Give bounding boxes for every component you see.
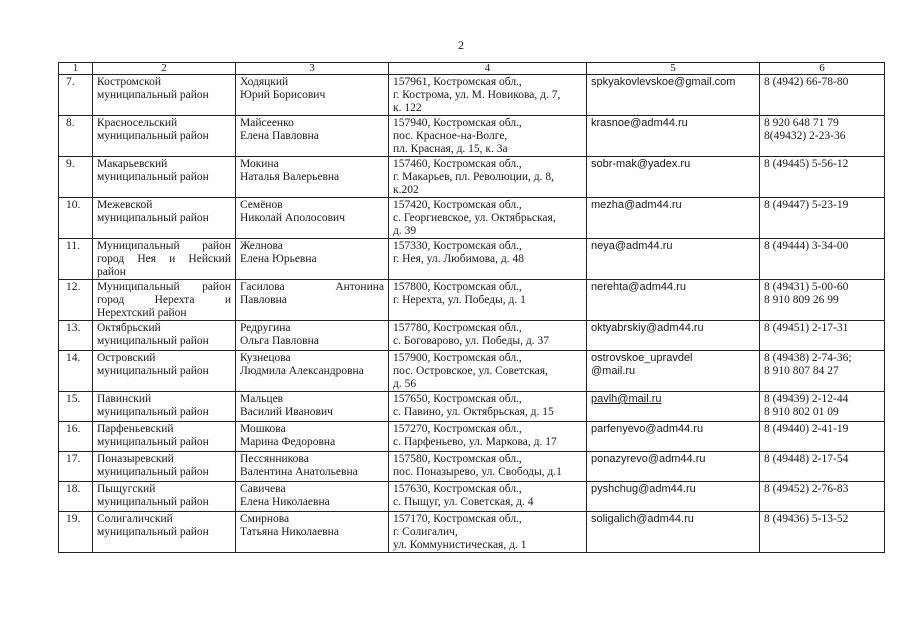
head-name-cell xyxy=(236,321,389,351)
column-number-row xyxy=(59,63,885,75)
address-line: 157580, Костромская обл., xyxy=(393,453,522,465)
row-number: 15. xyxy=(59,392,93,422)
district-cell xyxy=(93,512,236,553)
address-line: 157270, Костромская обл., xyxy=(393,423,522,435)
address-cell xyxy=(389,280,587,321)
email-line: spkyakovlevskoe@gmail.com xyxy=(591,76,736,88)
district-cell xyxy=(93,280,236,321)
head-name-cell xyxy=(236,351,389,392)
phone-cell xyxy=(760,351,885,392)
district-cell xyxy=(93,422,236,452)
district-line: Пыщугский xyxy=(97,483,156,495)
row-number: 9. xyxy=(59,157,93,198)
phone-line: 8 920 648 71 79 xyxy=(764,117,839,129)
table-row xyxy=(59,321,885,351)
email-line: @mail.ru xyxy=(591,365,636,377)
head-name-line: Василий Иванович xyxy=(240,406,333,418)
district-cell xyxy=(93,351,236,392)
email-line: mezha@adm44.ru xyxy=(591,199,682,211)
row-number: 16. xyxy=(59,422,93,452)
head-name-line: Мокина xyxy=(240,158,279,170)
district-line: муниципальный район xyxy=(97,496,209,508)
email-cell xyxy=(587,280,760,321)
table-body xyxy=(59,75,885,553)
column-header: 3 xyxy=(236,63,389,75)
column-header: 2 xyxy=(93,63,236,75)
district-cell xyxy=(93,452,236,482)
address-line: г. Нея, ул. Любимова, д. 48 xyxy=(393,253,525,265)
address-line: 157800, Костромская обл., xyxy=(393,281,522,293)
address-cell xyxy=(389,321,587,351)
phone-line: 8 (49440) 2-41-19 xyxy=(764,423,849,435)
email-line: krasnoe@adm44.ru xyxy=(591,117,688,129)
email-cell xyxy=(587,351,760,392)
address-line: с. Павино, ул. Октябрьская, д. 15 xyxy=(393,406,554,418)
address-line: д. 39 xyxy=(393,225,417,237)
head-name-line: Мошкова xyxy=(240,423,286,435)
phone-line: 8 (49438) 2-74-36; xyxy=(764,352,852,364)
phone-line: 8 (49445) 5-56-12 xyxy=(764,158,849,170)
district-line: Межевской xyxy=(97,199,153,211)
email-cell xyxy=(587,512,760,553)
email-line: neya@adm44.ru xyxy=(591,240,673,252)
district-cell xyxy=(93,392,236,422)
district-contacts-table xyxy=(58,62,885,553)
head-name-line: Семёнов xyxy=(240,199,283,211)
email-cell xyxy=(587,482,760,512)
district-line: Парфеньевский xyxy=(97,423,174,435)
address-line: 157650, Костромская обл., xyxy=(393,393,522,405)
address-line: г. Кострома, ул. М. Новикова, д. 7, xyxy=(393,89,561,101)
head-name-line: Гасилова Антонина xyxy=(240,281,384,293)
district-line: город Нерехта и xyxy=(97,294,231,306)
table-row xyxy=(59,157,885,198)
head-name-line: Николай Аполосович xyxy=(240,212,345,224)
table-row xyxy=(59,75,885,116)
address-cell xyxy=(389,482,587,512)
head-name-line: Смирнова xyxy=(240,513,290,525)
address-line: с. Парфеньево, ул. Маркова, д. 17 xyxy=(393,436,557,448)
email-cell xyxy=(587,239,760,280)
district-line: Муниципальный район xyxy=(97,240,231,252)
phone-cell xyxy=(760,280,885,321)
head-name-cell xyxy=(236,239,389,280)
head-name-cell xyxy=(236,392,389,422)
phone-cell xyxy=(760,157,885,198)
phone-cell xyxy=(760,198,885,239)
phone-cell xyxy=(760,116,885,157)
head-name-cell xyxy=(236,280,389,321)
district-line: муниципальный район xyxy=(97,89,209,101)
head-name-line: Ольга Павловна xyxy=(240,335,319,347)
district-cell xyxy=(93,321,236,351)
address-line: с. Пыщуг, ул. Советская, д. 4 xyxy=(393,496,534,508)
email-line: pyshchug@adm44.ru xyxy=(591,483,696,495)
email-line: nerehta@adm44.ru xyxy=(591,281,686,293)
head-name-cell xyxy=(236,116,389,157)
district-line: муниципальный район xyxy=(97,335,209,347)
head-name-cell xyxy=(236,198,389,239)
phone-cell xyxy=(760,321,885,351)
head-name-line: Майсеенко xyxy=(240,117,294,129)
address-cell xyxy=(389,392,587,422)
district-line: Макарьевский xyxy=(97,158,168,170)
phone-line: 8 (49447) 5-23-19 xyxy=(764,199,849,211)
district-line: муниципальный район xyxy=(97,526,209,538)
district-line: муниципальный район xyxy=(97,212,209,224)
address-cell xyxy=(389,351,587,392)
email-cell xyxy=(587,116,760,157)
email-line: soligalich@adm44.ru xyxy=(591,513,694,525)
email-line: sobr-mak@yadex.ru xyxy=(591,158,691,170)
district-line: Поназыревский xyxy=(97,453,174,465)
column-header: 1 xyxy=(59,63,93,75)
address-line: 157900, Костромская обл., xyxy=(393,352,522,364)
phone-cell xyxy=(760,422,885,452)
email-line: parfenyevo@adm44.ru xyxy=(591,423,704,435)
table-row xyxy=(59,198,885,239)
address-line: г. Макарьев, пл. Революции, д. 8, xyxy=(393,171,555,183)
head-name-line: Татьяна Николаевна xyxy=(240,526,339,538)
head-name-line: Валентина Анатольевна xyxy=(240,466,358,478)
head-name-cell xyxy=(236,482,389,512)
address-line: 157460, Костромская обл., xyxy=(393,158,522,170)
district-line: Костромской xyxy=(97,76,161,88)
table-row xyxy=(59,351,885,392)
phone-cell xyxy=(760,512,885,553)
head-name-line: Ходяцкий xyxy=(240,76,289,88)
row-number: 8. xyxy=(59,116,93,157)
address-line: г. Нерехта, ул. Победы, д. 1 xyxy=(393,294,526,306)
address-line: 157170, Костромская обл., xyxy=(393,513,522,525)
district-cell xyxy=(93,239,236,280)
email-cell xyxy=(587,198,760,239)
district-line: Павинский xyxy=(97,393,152,405)
row-number: 7. xyxy=(59,75,93,116)
head-name-line: Мальцев xyxy=(240,393,284,405)
district-line: муниципальный район xyxy=(97,171,209,183)
address-cell xyxy=(389,512,587,553)
address-cell xyxy=(389,75,587,116)
column-header: 5 xyxy=(587,63,760,75)
address-line: к.202 xyxy=(393,184,419,196)
table-row xyxy=(59,452,885,482)
phone-cell xyxy=(760,239,885,280)
email-cell xyxy=(587,422,760,452)
district-line: Солигаличский xyxy=(97,513,173,525)
table-row xyxy=(59,392,885,422)
district-cell xyxy=(93,198,236,239)
district-line: муниципальный район xyxy=(97,130,209,142)
head-name-cell xyxy=(236,452,389,482)
email-cell xyxy=(587,157,760,198)
email-line: pavlh@mail.ru xyxy=(591,393,662,405)
district-cell xyxy=(93,116,236,157)
table-row xyxy=(59,116,885,157)
address-line: 157780, Костромская обл., xyxy=(393,322,522,334)
phone-cell xyxy=(760,75,885,116)
head-name-line: Марина Федоровна xyxy=(240,436,336,448)
head-name-cell xyxy=(236,75,389,116)
address-cell xyxy=(389,116,587,157)
head-name-line: Кузнецова xyxy=(240,352,291,364)
address-line: 157420, Костромская обл., xyxy=(393,199,522,211)
district-line: Муниципальный район xyxy=(97,281,231,293)
address-cell xyxy=(389,239,587,280)
email-line: ostrovskoe_upravdel xyxy=(591,352,693,364)
address-line: к. 122 xyxy=(393,102,422,114)
row-number: 12. xyxy=(59,280,93,321)
address-cell xyxy=(389,198,587,239)
email-line: oktyabrskiy@adm44.ru xyxy=(591,322,704,334)
row-number: 17. xyxy=(59,452,93,482)
page-number: 2 xyxy=(458,38,464,52)
head-name-line: Савичева xyxy=(240,483,286,495)
address-line: ул. Коммунистическая, д. 1 xyxy=(393,539,527,551)
column-header: 6 xyxy=(760,63,885,75)
address-cell xyxy=(389,157,587,198)
district-line: муниципальный район xyxy=(97,406,209,418)
district-line: муниципальный район xyxy=(97,365,209,377)
table-row xyxy=(59,512,885,553)
phone-line: 8 910 807 84 27 xyxy=(764,365,839,377)
phone-line: 8 (49448) 2-17-54 xyxy=(764,453,849,465)
district-cell xyxy=(93,482,236,512)
email-cell xyxy=(587,452,760,482)
phone-line: 8(49432) 2-23-36 xyxy=(764,130,846,142)
row-number: 19. xyxy=(59,512,93,553)
column-header: 4 xyxy=(389,63,587,75)
head-name-cell xyxy=(236,512,389,553)
address-line: д. 56 xyxy=(393,378,417,390)
district-line: Нерехтский район xyxy=(97,307,187,319)
phone-cell xyxy=(760,392,885,422)
head-name-line: Юрий Борисович xyxy=(240,89,326,101)
address-line: 157961, Костромская обл., xyxy=(393,76,522,88)
phone-line: 8 (49444) 3-34-00 xyxy=(764,240,849,252)
phone-line: 8 (49436) 5-13-52 xyxy=(764,513,849,525)
head-name-cell xyxy=(236,422,389,452)
district-line: город Нея и Нейский xyxy=(97,253,231,265)
head-name-line: Пессянникова xyxy=(240,453,309,465)
head-name-line: Елена Павловна xyxy=(240,130,319,142)
row-number: 11. xyxy=(59,239,93,280)
address-line: пос. Красное-на-Волге, xyxy=(393,130,508,142)
head-name-line: Павловна xyxy=(240,294,287,306)
head-name-cell xyxy=(236,157,389,198)
table-row xyxy=(59,422,885,452)
phone-cell xyxy=(760,452,885,482)
address-line: пл. Красная, д. 15, к. 3а xyxy=(393,143,508,155)
table-row xyxy=(59,482,885,512)
district-cell xyxy=(93,75,236,116)
phone-line: 8 910 809 26 99 xyxy=(764,294,839,306)
district-line: Октябрьский xyxy=(97,322,161,334)
district-line: муниципальный район xyxy=(97,436,209,448)
email-cell xyxy=(587,321,760,351)
district-line: район xyxy=(97,266,126,278)
address-line: 157330, Костромская обл., xyxy=(393,240,522,252)
head-name-line: Елена Николаевна xyxy=(240,496,330,508)
address-line: 157940, Костромская обл., xyxy=(393,117,522,129)
head-name-line: Редругина xyxy=(240,322,291,334)
phone-line: 8 (49439) 2-12-44 xyxy=(764,393,849,405)
address-line: с. Георгиевское, ул. Октябрьская, xyxy=(393,212,556,224)
head-name-line: Наталья Валерьевна xyxy=(240,171,340,183)
address-line: с. Боговарово, ул. Победы, д. 37 xyxy=(393,335,549,347)
head-name-line: Людмила Александровна xyxy=(240,365,364,377)
phone-line: 8 (49451) 2-17-31 xyxy=(764,322,849,334)
address-line: пос. Островское, ул. Советская, xyxy=(393,365,548,377)
phone-line: 8 (49431) 5-00-60 xyxy=(764,281,849,293)
head-name-line: Елена Юрьевна xyxy=(240,253,317,265)
email-cell xyxy=(587,75,760,116)
address-line: пос. Поназырево, ул. Свободы, д.1 xyxy=(393,466,562,478)
table-row xyxy=(59,239,885,280)
address-line: 157630, Костромская обл., xyxy=(393,483,522,495)
district-line: Островский xyxy=(97,352,156,364)
address-cell xyxy=(389,452,587,482)
district-line: муниципальный район xyxy=(97,466,209,478)
phone-line: 8 (4942) 66-78-80 xyxy=(764,76,849,88)
phone-cell xyxy=(760,482,885,512)
address-cell xyxy=(389,422,587,452)
row-number: 10. xyxy=(59,198,93,239)
email-cell xyxy=(587,392,760,422)
row-number: 14. xyxy=(59,351,93,392)
address-line: г. Солигалич, xyxy=(393,526,458,538)
phone-line: 8 910 802 01 09 xyxy=(764,406,839,418)
district-line: Красносельский xyxy=(97,117,178,129)
phone-line: 8 (49452) 2-76-83 xyxy=(764,483,849,495)
district-cell xyxy=(93,157,236,198)
table-row xyxy=(59,280,885,321)
row-number: 13. xyxy=(59,321,93,351)
email-line: ponazyrevo@adm44.ru xyxy=(591,453,706,465)
row-number: 18. xyxy=(59,482,93,512)
head-name-line: Желнова xyxy=(240,240,283,252)
